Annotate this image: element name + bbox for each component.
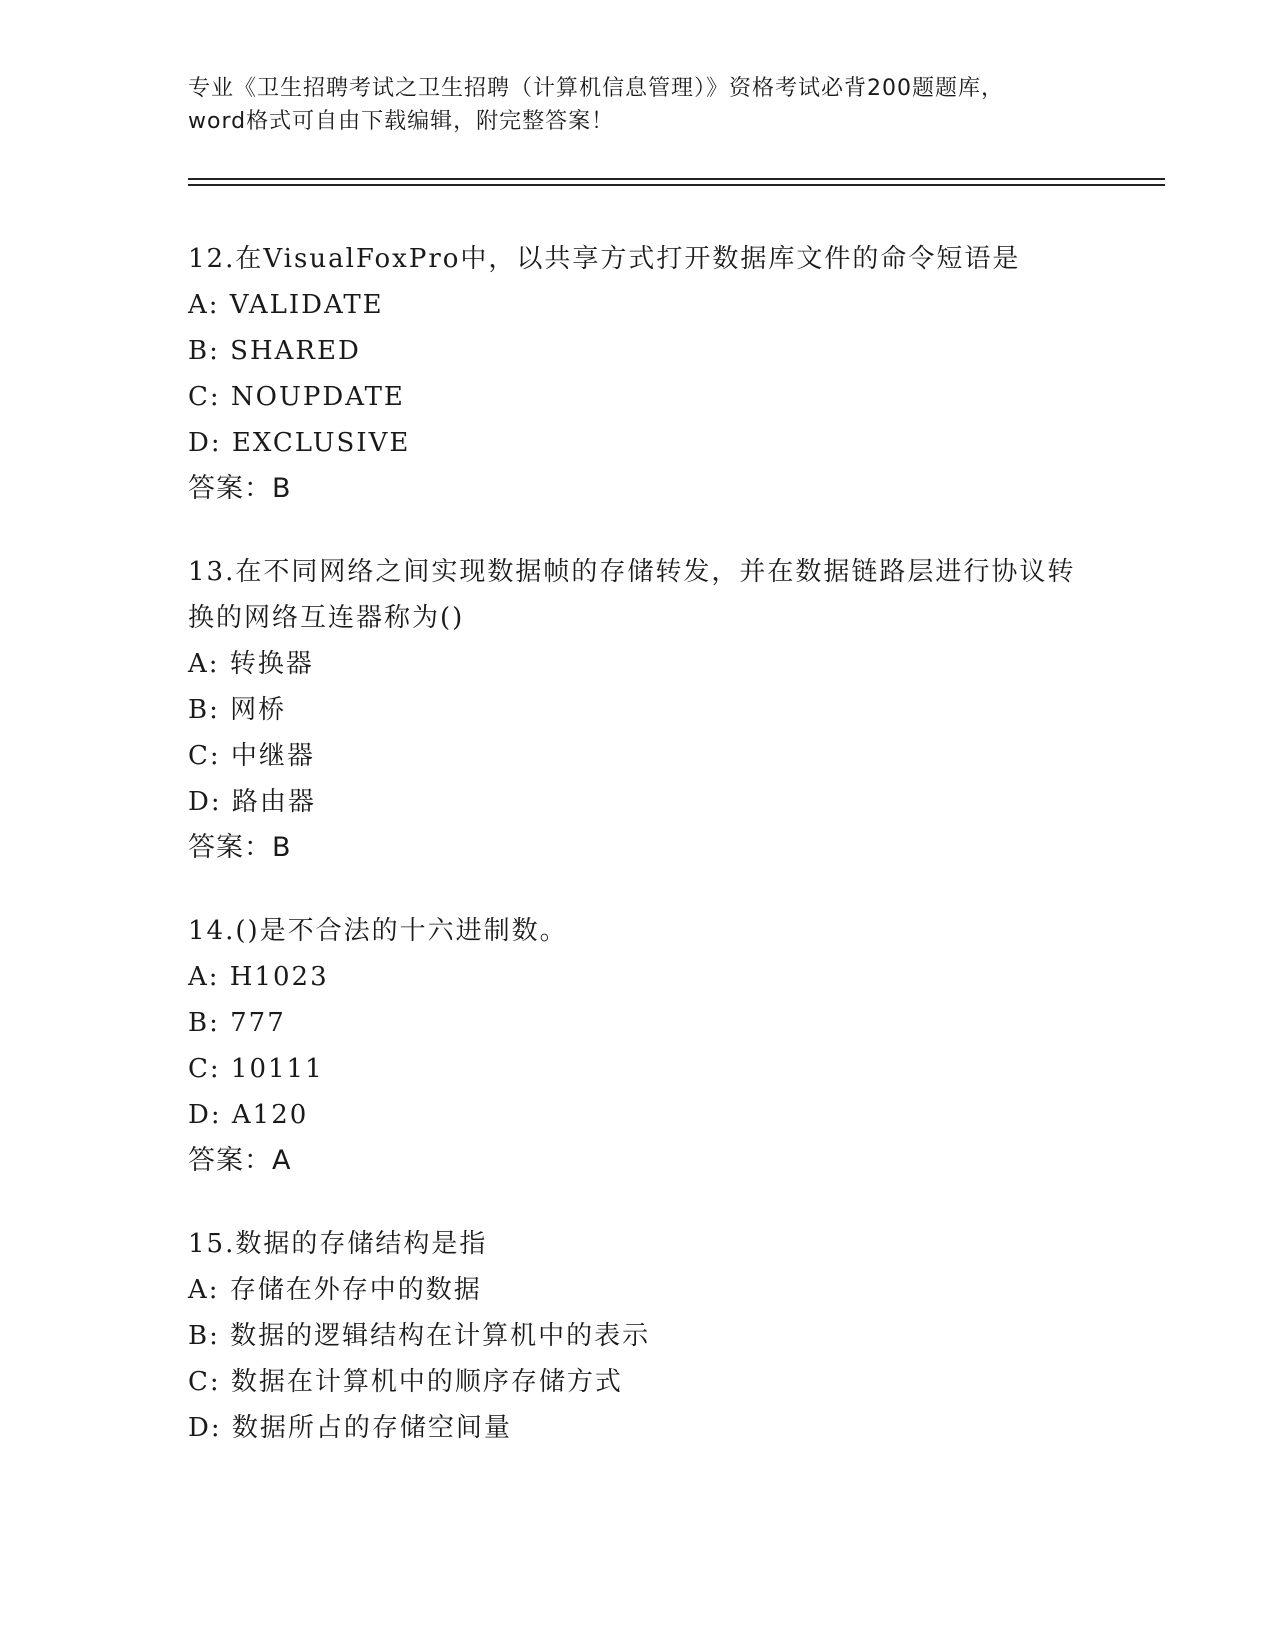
question-text: 13.在不同网络之间实现数据帧的存储转发，并在数据链路层进行协议转换的网络互连器称为() <box>188 557 1076 633</box>
question-14 <box>188 908 1088 1184</box>
header-line-2: word格式可自由下载编辑，附完整答案！ <box>188 109 615 134</box>
option-c: C: 数据在计算机中的顺序存储方式 <box>188 1367 623 1397</box>
header-divider-bottom <box>188 184 1165 186</box>
answer-label: 答案：B <box>188 473 292 504</box>
question-text: 12.在VisualFoxPro中，以共享方式打开数据库文件的命令短语是 <box>188 244 1021 274</box>
question-list <box>188 236 1088 1488</box>
option-a: A: VALIDATE <box>188 290 384 320</box>
header-divider-top <box>188 178 1165 180</box>
option-d: D: EXCLUSIVE <box>188 428 411 458</box>
answer-label: 答案：B <box>188 832 292 863</box>
option-d: D: 路由器 <box>188 787 316 817</box>
option-c: C: 中继器 <box>188 741 315 771</box>
option-c: C: NOUPDATE <box>188 382 405 412</box>
option-d: D: A120 <box>188 1100 309 1130</box>
option-a: A: H1023 <box>188 962 329 992</box>
question-text: 15.数据的存储结构是指 <box>188 1229 488 1259</box>
option-a: A: 存储在外存中的数据 <box>188 1275 482 1305</box>
option-a: A: 转换器 <box>188 649 314 679</box>
option-b: B: SHARED <box>188 336 361 366</box>
option-b: B: 777 <box>188 1008 286 1038</box>
header-line-1: 专业《卫生招聘考试之卫生招聘（计算机信息管理）》资格考试必背200题题库， <box>188 76 1004 101</box>
question-12 <box>188 236 1088 512</box>
question-15 <box>188 1221 1088 1451</box>
question-text: 14.()是不合法的十六进制数。 <box>188 916 568 946</box>
answer-label: 答案：A <box>188 1145 292 1176</box>
option-c: C: 10111 <box>188 1054 324 1084</box>
option-b: B: 网桥 <box>188 695 287 725</box>
question-13 <box>188 549 1088 871</box>
document-header <box>188 72 1088 138</box>
option-b: B: 数据的逻辑结构在计算机中的表示 <box>188 1321 651 1351</box>
option-d: D: 数据所占的存储空间量 <box>188 1413 512 1443</box>
